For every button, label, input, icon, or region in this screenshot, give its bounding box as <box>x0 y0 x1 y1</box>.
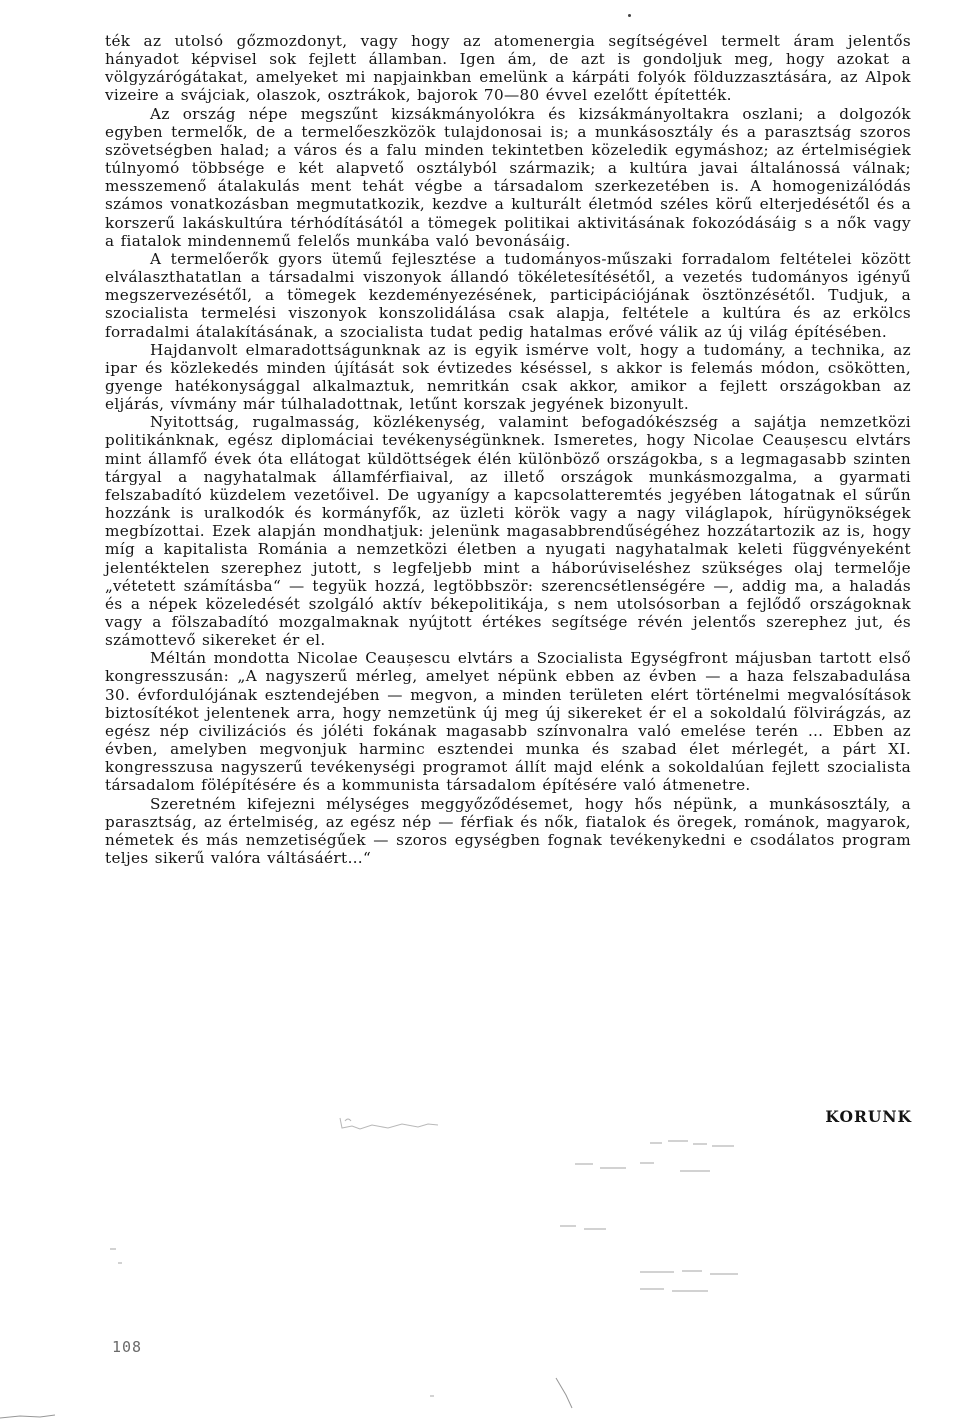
paragraph-social-structure: Az ország népe megszűnt kizsákmányolókra és kizsákmányoltakra oszlani; a dolgozók egyben termelők, de a termelőeszközök tulajdonosai is; a munkásosztály és a parasztság szoros szövetségben halad; a város és a falu minden tekintetben közeledik egymáshoz; az értelmiségiek túlnyomó többsége e két alapvető osztályból származik; a kultúra javai általánossá válnak; messzemenő átalakulás ment tehát végbe a társadalom szerkezetében is. A homogenizálódás számos vonatkozásban megmutatkozik, kezdve a kulturált életmód széles körű elterjedésétől és a korszerű lakáskultúra térhódításától a tömegek politikai aktivitásának fokozódásáig s a nők vagy a fiatalok mindennemű felelős munkába való bevonásáig. <box>105 104 911 250</box>
page-number: 108 <box>112 1338 143 1356</box>
bleed-through-noise <box>110 1140 738 1397</box>
paragraph-foreign-policy: Nyitottság, rugalmasság, közlékenység, valamint befogadókészség a sajátja nemzetközi politikánknak, egész diplomáciai tevékenységünknek. Ismeretes, hogy Nicolae Ceaușescu elvtárs mint államfő évek óta ellátogat küldöttségek élén különböző országokba, s a legmagasabb szinten tárgyal a nagyhatalmak államférfiaival, az illető országok munkásmozgalma, a gyarmati felszabadító küzdelem vezetőivel. De ugyanígy a kapcsolatteremtés jegyében látogatnak el sűrűn hozzánk is uralkodók és kormányfők, az üzleti körök vagy a nagy világlapok, hírügynökségek megbízottai. Ezek alapján mondhatjuk: jelenünk magasabbrendűségéhez hozzátartozik az is, hogy míg a kapitalista Románia a nemzetközi életben a nyugati nagyhatalmak keleti függvényeként jelentéktelen szerephez jutott, s legfeljebb mint a háborúviseléshez szükséges olaj termelője „vétetett számításba“ — tegyük hozzá, legtöbbször: szerencsétlenségére —, addig ma, a haladás és a népek közeledését szolgáló aktív békepolitikája, s nem utolsósorban a fejlődő országoknak vagy a fölszabadító mozgalmaknak nyújtott értékes segítsége révén jelentős szerephez jut, és számottevő sikereket ér el. <box>105 413 911 650</box>
signature: KORUNK <box>825 1107 912 1126</box>
bleed-through-signature <box>340 1118 438 1129</box>
paragraph-backwardness: Hajdanvolt elmaradottságunknak az is egyik ismérve volt, hogy a tudomány, a technika, az ipar és közlekedés minden újítását sok évtizedes késéssel, s akkor is felemás módon, csökötten, gyenge hatékonysággal alkalmaztuk, nemritkán csak akkor, amikor a fejlett országokban az eljárás, vívmány már túlhaladottnak, letűnt korszak jegyének bizonyult. <box>105 340 911 414</box>
paragraph-productive-forces: A termelőerők gyors ütemű fejlesztése a tudományos-műszaki forradalom feltételei között elválaszthatatlan a társadalmi viszonyok állandó tökéletesítésétől, a vezetés tudományos igényű megszervezésétől, a tömegek kezdeményezésének, participációjának ösztönzésétől. Tudjuk, a szocialista termelési viszonyok konszolidálása csak alapja, feltétele a kultúra és az erkölcs forradalmi átalakításának, a szocialista tudat pedig hatalmas erővé válik az új világ építésében. <box>105 249 911 341</box>
scan-edge <box>0 1378 572 1418</box>
paragraph-congress-quote: Méltán mondotta Nicolae Ceaușescu elvtárs a Szocialista Egységfront májusban tartott első kongresszusán: „A nagyszerű mérleg, amelyet népünk ebben az évben — a haza felszabadulása 30. évfordulójának esztendejében — megvon, a minden területen elért történelmi megvalósítások biztosítékot jelentenek arra, hogy nemzetünk új meg új sikereket ér el a sokoldalú fölvirágzás, az egész nép civilizációs és jóléti fokának magasabb színvonalra való emelése terén … Ebben az évben, amelyben megvonjuk harminc esztendei munka és szabad élet mérlegét, a párt XI. kongresszusa nagyszerű tevékenységi programot állít majd elénk a sokoldalúan fejlett szocialista társadalom fölépítésére és a kommunista társadalom építésére való átmenetre. <box>105 649 911 795</box>
paragraph-closing: Szeretném kifejezni mélységes meggyőződésemet, hogy hős népünk, a munkásosztály, a parasztság, az értelmiség, az egész nép — férfiak és nők, fiatalok és öregek, románok, magyarok, németek és más nemzetiségűek — szoros egységben fognak tevékenykedni e csodálatos program teljes sikerű valóra váltásáért…“ <box>105 794 911 868</box>
paragraph-continuation: ték az utolsó gőzmozdonyt, vagy hogy az atomenergia segítségével termelt áram jelentős hányadot képvisel sok fejlett államban. Igen ám, de azt is gondoljuk meg, hogy azokat a völgyzárógátakat, amelyeket mi napjainkban emelünk a kárpáti folyók földuzzasztására, az Alpok vizeire a svájciak, olaszok, osztrákok, bajorok 70—80 évvel ezelőtt építették. <box>105 32 911 105</box>
